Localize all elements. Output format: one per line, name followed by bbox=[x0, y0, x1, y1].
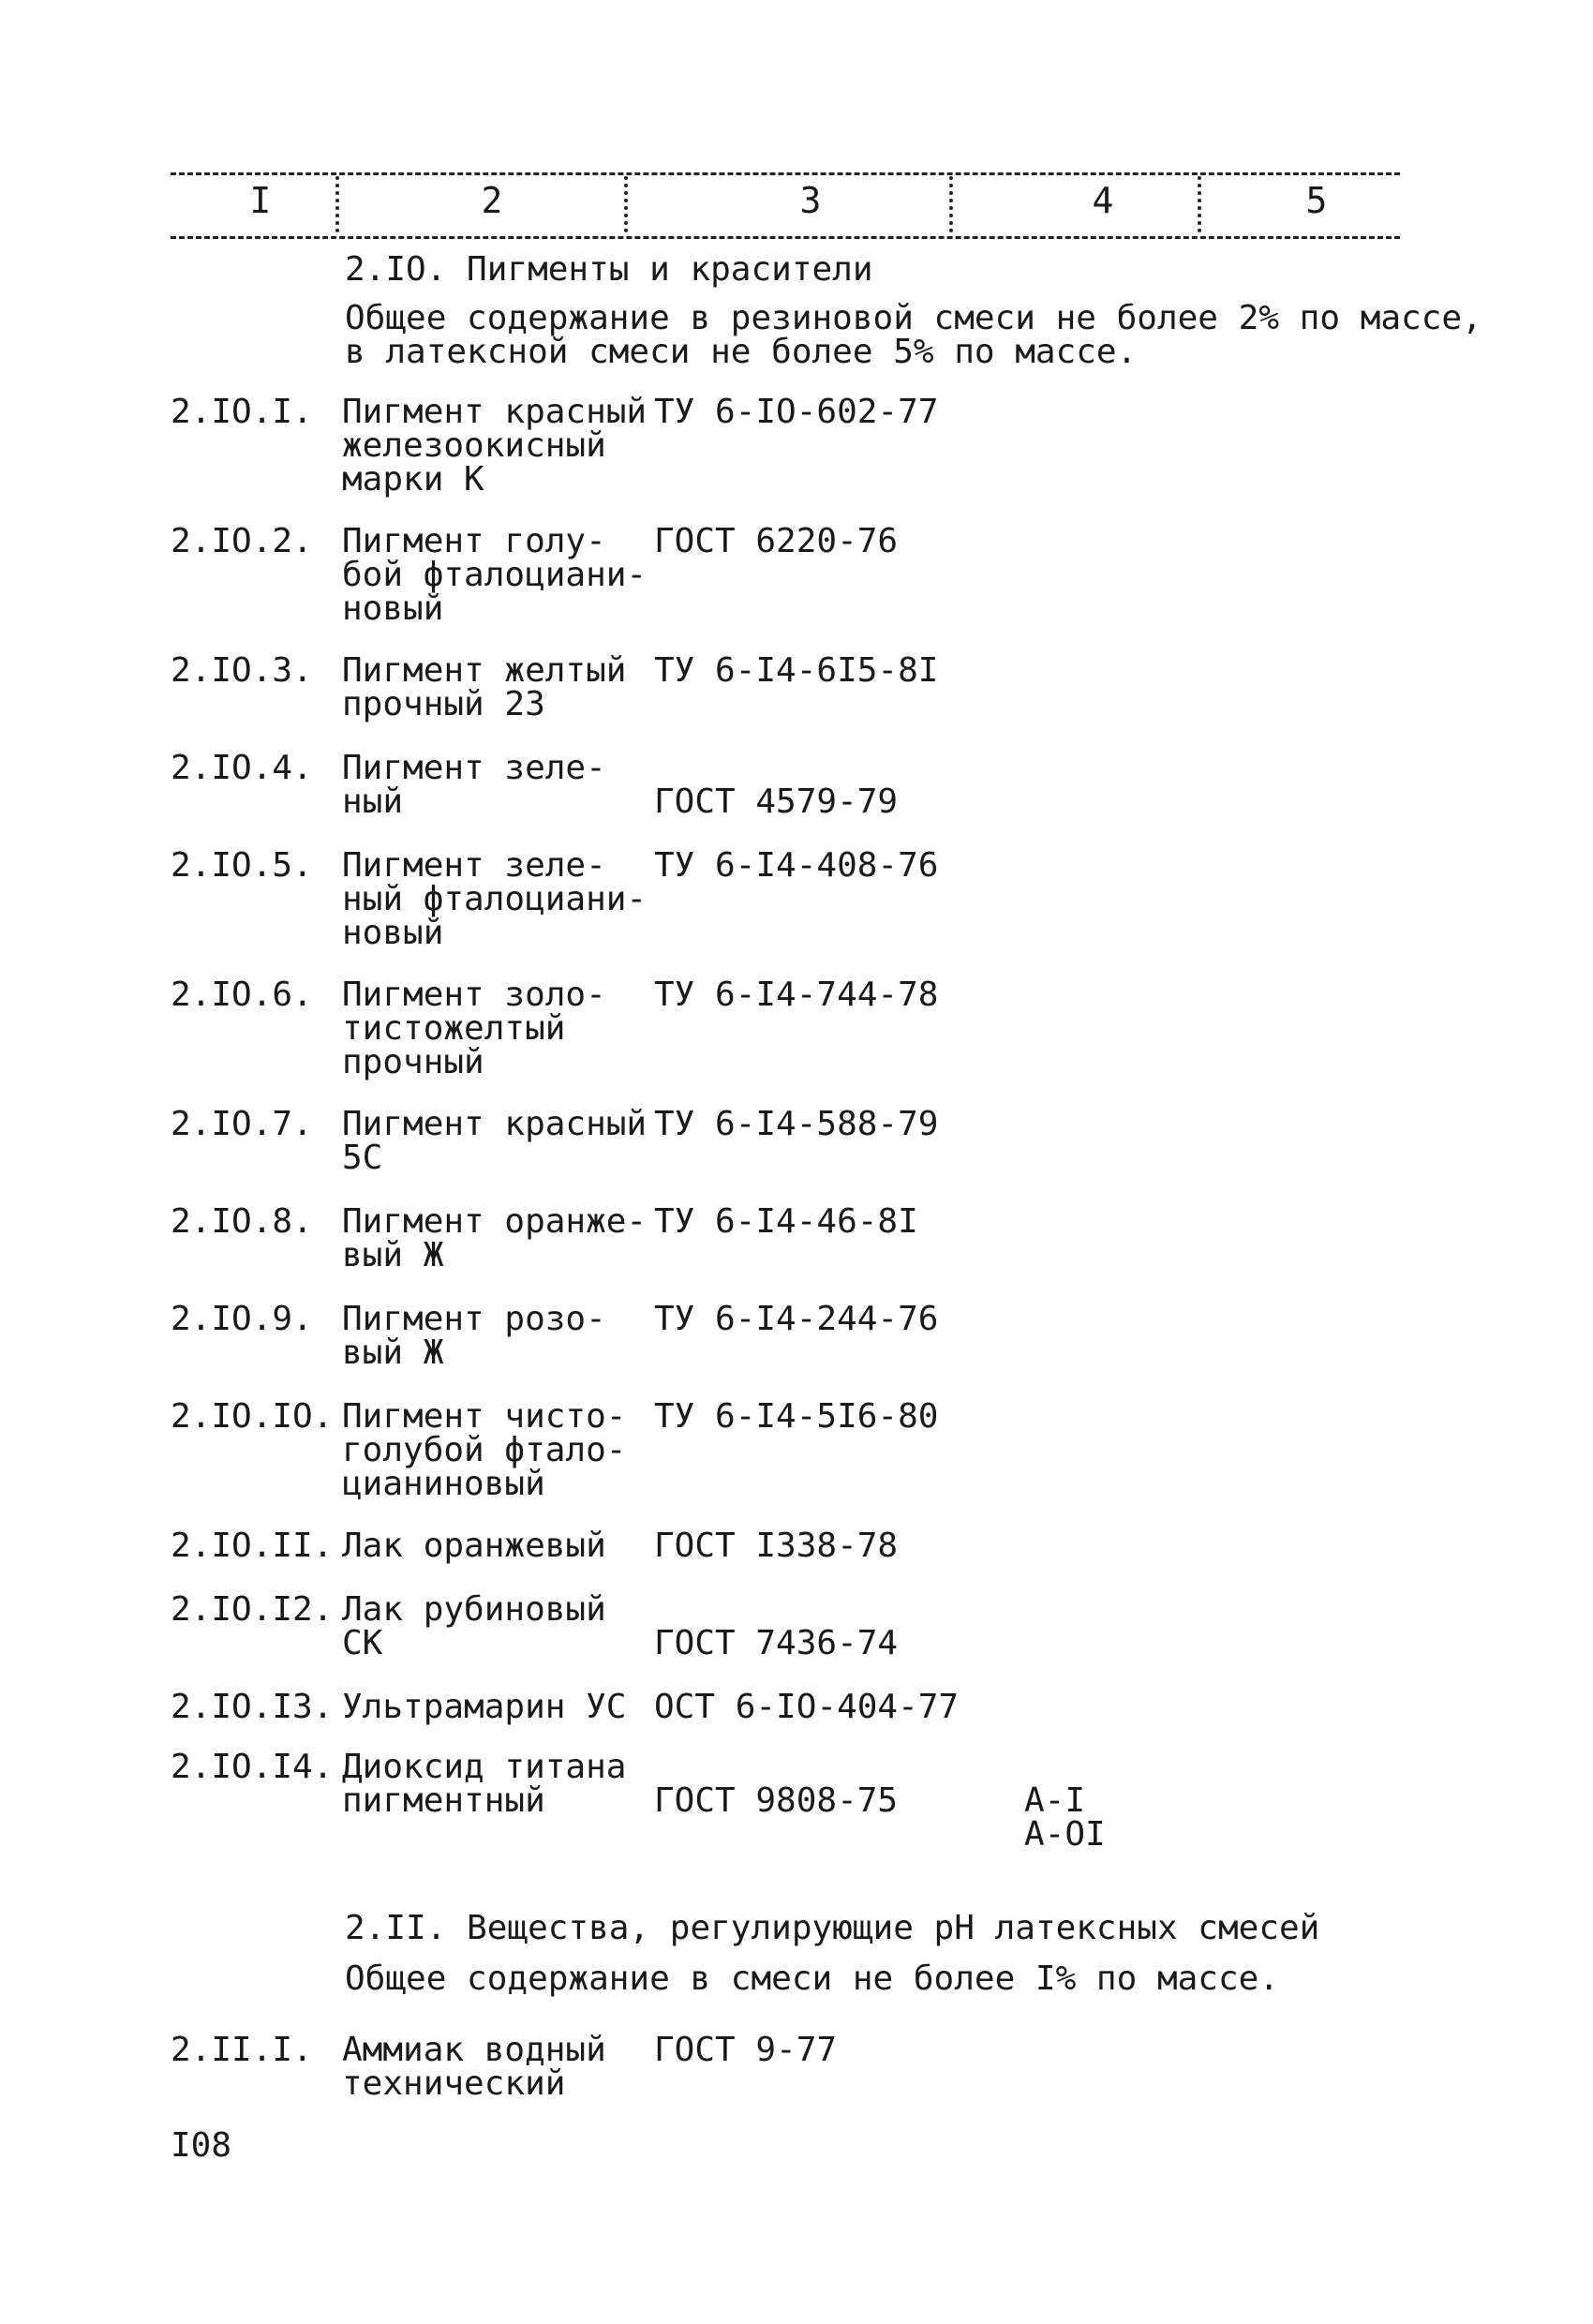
section-title: 2.II. Вещества, регулирующие pH латексных смесей bbox=[345, 1909, 1320, 1947]
row-standard: ГОСТ 6220-76 bbox=[654, 522, 899, 560]
column-header-5: 5 bbox=[1305, 180, 1328, 221]
row-code: 2.IO.7. bbox=[171, 1105, 313, 1143]
row-material-name: Аммиак водный технический bbox=[342, 2031, 606, 2103]
row-material-name: Пигмент розо- вый Ж bbox=[342, 1300, 606, 1372]
row-code: 2.IO.5. bbox=[171, 846, 313, 885]
row-standard: ОСТ 6-IO-404-77 bbox=[654, 1688, 960, 1726]
row-material-name: Пигмент зеле- ный bbox=[342, 749, 606, 821]
column-header-1: I bbox=[249, 180, 272, 221]
row-code: 2.IO.9. bbox=[171, 1300, 313, 1338]
row-standard: ТУ 6-I4-588-79 bbox=[654, 1105, 939, 1143]
row-code: 2.IO.IO. bbox=[171, 1397, 334, 1436]
section-note-line: Общее содержание в смеси не более I% по массе. bbox=[345, 1959, 1279, 1998]
row-code: 2.IO.2. bbox=[171, 522, 313, 560]
row-code: 2.IO.I4. bbox=[171, 1748, 334, 1786]
row-standard: ГОСТ 9808-75 bbox=[654, 1781, 899, 1820]
page-number: I08 bbox=[171, 2126, 232, 2165]
row-standard: ГОСТ I338-78 bbox=[654, 1527, 899, 1565]
header-top-rule bbox=[171, 172, 1400, 175]
column-header-3: 3 bbox=[799, 180, 822, 221]
row-grade: А-I А-OI bbox=[1024, 1781, 1106, 1854]
row-material-name: Пигмент золо- тистожелтый прочный bbox=[342, 976, 606, 1081]
row-material-name: Пигмент чисто- голубой фтало- цианиновый bbox=[342, 1397, 627, 1503]
row-standard: ТУ 6-I4-744-78 bbox=[654, 976, 939, 1014]
row-standard: ГОСТ 4579-79 bbox=[654, 782, 899, 821]
row-standard: ГОСТ 7436-74 bbox=[654, 1624, 899, 1662]
row-standard: ГОСТ 9-77 bbox=[654, 2031, 838, 2069]
row-code: 2.IO.I3. bbox=[171, 1688, 334, 1726]
row-material-name: Лак оранжевый bbox=[342, 1527, 606, 1565]
row-standard: ТУ 6-I4-46-8I bbox=[654, 1202, 918, 1241]
row-code: 2.II.I. bbox=[171, 2031, 313, 2069]
row-material-name: Пигмент красный 5С bbox=[342, 1105, 648, 1177]
column-separator bbox=[1198, 176, 1201, 232]
row-standard: ТУ 6-I4-408-76 bbox=[654, 846, 939, 885]
column-separator bbox=[335, 176, 339, 232]
column-separator bbox=[624, 176, 628, 232]
row-standard: ТУ 6-I4-5I6-80 bbox=[654, 1397, 939, 1436]
column-header-4: 4 bbox=[1092, 180, 1114, 221]
row-material-name: Пигмент голу- бой фталоциани- новый bbox=[342, 522, 648, 628]
row-code: 2.IO.3. bbox=[171, 651, 313, 690]
row-material-name: Ультрамарин УС bbox=[342, 1688, 627, 1726]
header-bottom-rule bbox=[171, 236, 1400, 239]
row-material-name: Пигмент красный железоокисный марки К bbox=[342, 393, 648, 499]
row-material-name: Диоксид титана пигментный bbox=[342, 1748, 627, 1820]
row-standard: ТУ 6-IO-602-77 bbox=[654, 393, 939, 431]
row-code: 2.IO.II. bbox=[171, 1527, 334, 1565]
row-code: 2.IO.8. bbox=[171, 1202, 313, 1241]
row-material-name: Лак рубиновый СК bbox=[342, 1590, 606, 1662]
section-note-line: Общее содержание в резиновой смеси не более 2% по массе, bbox=[345, 299, 1482, 337]
row-standard: ТУ 6-I4-6I5-8I bbox=[654, 651, 939, 690]
section-title: 2.IO. Пигменты и красители bbox=[345, 250, 873, 289]
row-code: 2.IO.I. bbox=[171, 393, 313, 431]
column-header-2: 2 bbox=[481, 180, 503, 221]
row-material-name: Пигмент желтый прочный 23 bbox=[342, 651, 627, 723]
column-separator bbox=[949, 176, 953, 232]
section-note-line: в латексной смеси не более 5% по массе. bbox=[345, 333, 1138, 371]
row-code: 2.IO.I2. bbox=[171, 1590, 334, 1629]
row-material-name: Пигмент зеле- ный фталоциани- новый bbox=[342, 846, 648, 952]
row-material-name: Пигмент оранже- вый Ж bbox=[342, 1202, 648, 1274]
row-standard: ТУ 6-I4-244-76 bbox=[654, 1300, 939, 1338]
row-code: 2.IO.6. bbox=[171, 976, 313, 1014]
row-code: 2.IO.4. bbox=[171, 749, 313, 787]
